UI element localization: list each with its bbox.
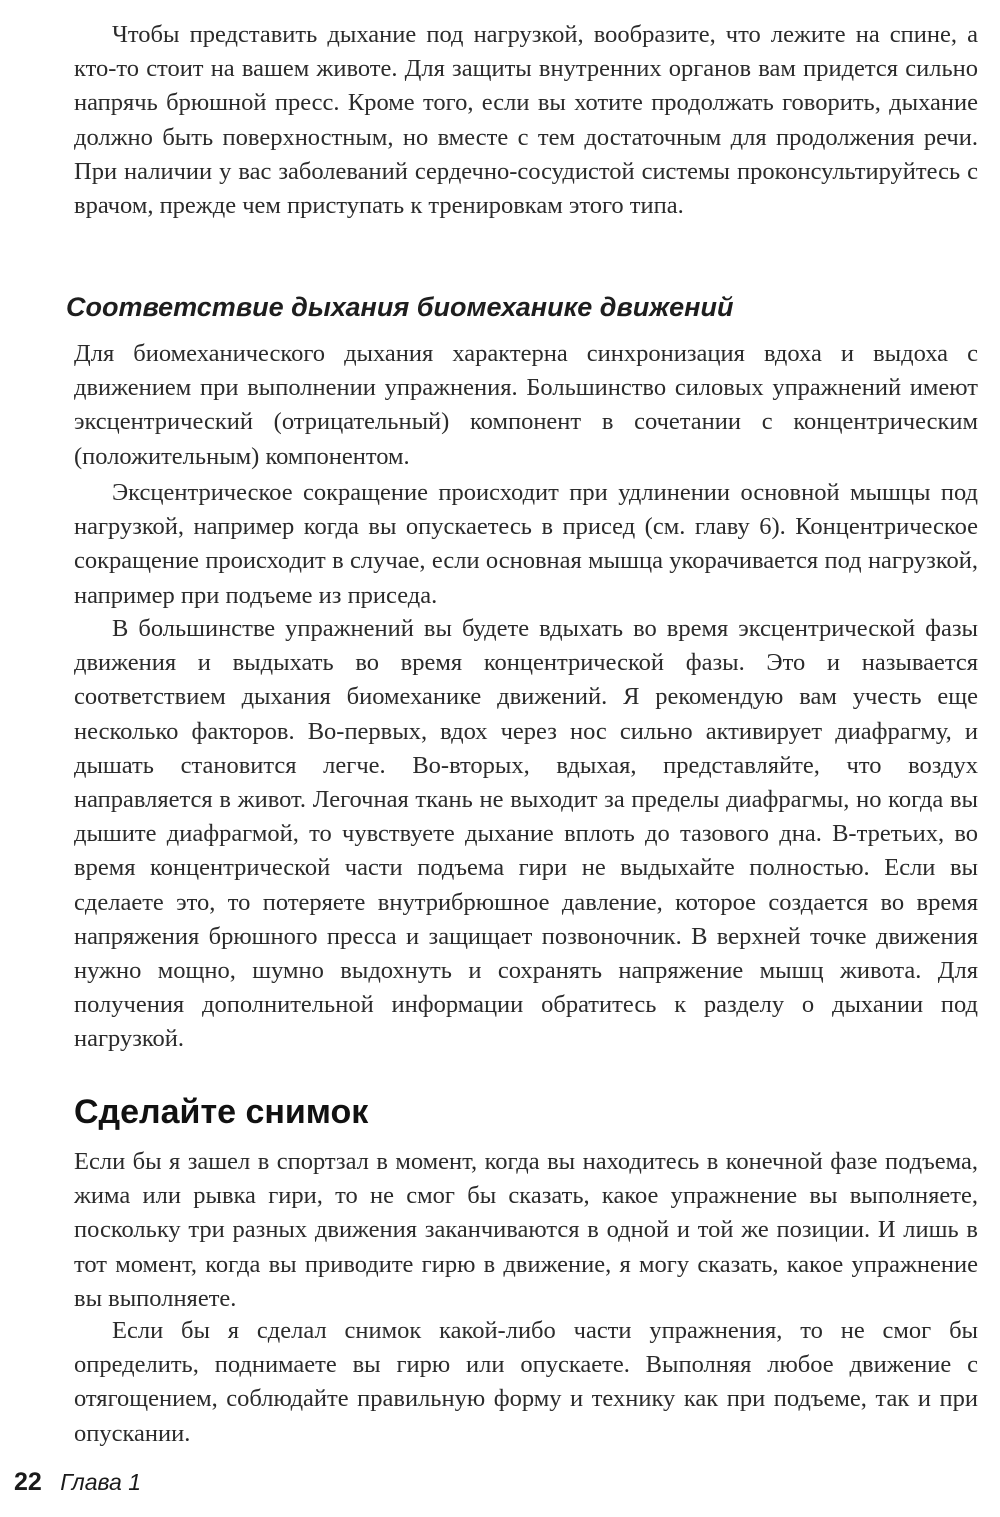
intro-paragraph: Чтобы представить дыхание под нагрузкой, вообразите, что лежите на спине, а кто-то стоит на вашем животе. Для защиты внутренних органов вам придется сильно напрячь брюшной пресс. Кроме того, если вы хотите продолжать говорить, дыхание должно быть поверхностным, но вместе с тем достаточным для продолжения речи. При наличии у вас заболеваний сердечно-сосудистой системы проконсультируйтесь с врачом, прежде чем приступать к тренировкам этого типа. [74, 21, 978, 220]
section2-paragraph-2: Если бы я сделал снимок какой-либо части упражнения, то не смог бы определить, поднимаете вы гирю или опускаете. Выполняя любое движение с отягощением, соблюдайте правильную форму и технику как при подъеме, так и при опускании. [74, 1317, 978, 1447]
section-heading-breathing-biomechanics: Соответствие дыхания биомеханике движений [66, 292, 734, 322]
section1-paragraph-1: Для биомеханического дыхания характерна синхронизация вдоха и выдоха с движением при выполнении упражнения. Большинство силовых упражнений имеют эксцентрический (отрицательный) компонент в сочетании с концентрическим (положительным) компонентом. [74, 340, 978, 470]
chapter-label: Глава 1 [60, 1469, 142, 1495]
section-heading-take-snapshot: Сделайте снимок [74, 1093, 369, 1131]
page-footer [14, 1468, 141, 1497]
section1-paragraph-3: В большинстве упражнений вы будете вдыхать во время эксцентрической фазы движения и выдыхать во время концентрической фазы. Это и называется соответствием дыхания биомеханике движений. Я рекомендую вам учесть еще несколько факторов. Во-первых, вдох через нос сильно активирует диафрагму, и дышать становится легче. Во-вторых, вдыхая, представляйте, что воздух направляется в живот. Легочная ткань не выходит за пределы диафрагмы, но когда вы дышите диафрагмой, то чувствуете дыхание вплоть до тазового дна. В-третьих, во время концентрической части подъема гири не выдыхайте полностью. Если вы сделаете это, то потеряете внутрибрюшное давление, которое создается во время напряжения брюшного пресса и защищает позвоночник. В верхней точке движения нужно мощно, шумно выдохнуть и сохранять напряжение мышц живота. Для получения дополнительной информации обратитесь к разделу о дыхании под нагрузкой. [74, 615, 978, 1053]
section2-paragraph-1: Если бы я зашел в спортзал в момент, когда вы находитесь в конечной фазе подъема, жима или рывка гири, то не смог бы сказать, какое упражнение вы выполняете, поскольку три разных движения заканчиваются в одной и той же позиции. И лишь в тот момент, когда вы приводите гирю в движение, я могу сказать, какое упражнение вы выполняете. [74, 1148, 978, 1312]
page-number: 22 [14, 1468, 42, 1496]
section1-paragraph-2: Эксцентрическое сокращение происходит при удлинении основной мышцы под нагрузкой, например когда вы опускаетесь в присед (см. главу 6). Концентрическое сокращение происходит в случае, если основная мышца укорачивается под нагрузкой, например при подъеме из приседа. [74, 479, 978, 609]
